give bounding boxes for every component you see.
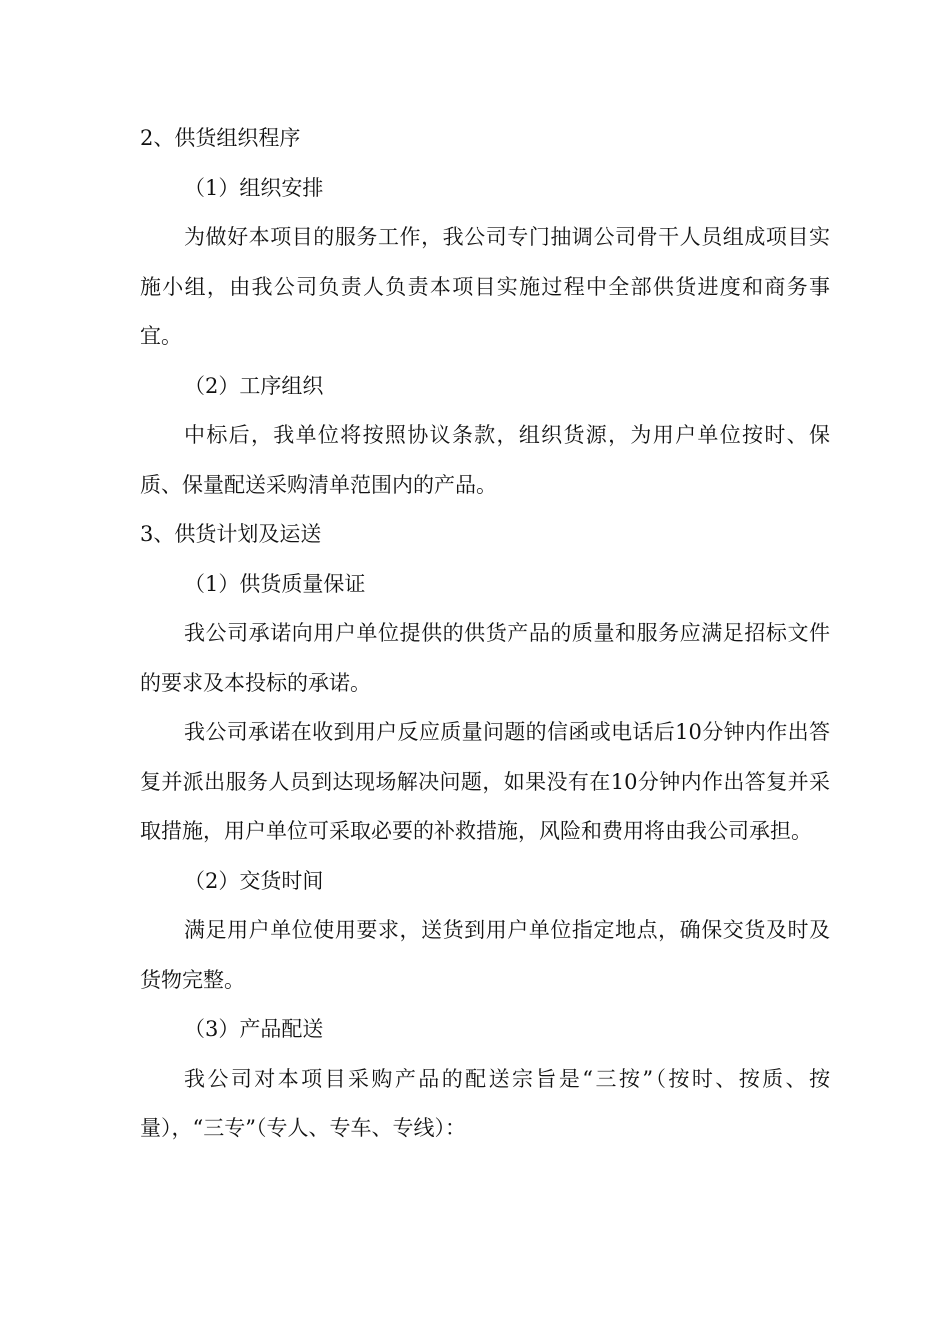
paragraph-distribution: 我公司对本项目采购产品的配送宗旨是“三按”（按时、按质、按量），“三专”（专人、专车、专线）： <box>140 1066 830 1140</box>
subsection-title-process: （2）工序组织 <box>184 373 324 398</box>
document-page <box>140 114 830 1154</box>
paragraph-quality-1: 我公司承诺向用户单位提供的供货产品的质量和服务应满足招标文件的要求及本投标的承诺。 <box>140 621 830 695</box>
subsection-title-quality: （1）供货质量保证 <box>184 571 366 596</box>
subsection-title-distribution: （3）产品配送 <box>184 1017 324 1041</box>
paragraph-delivery-time: 满足用户单位使用要求，送货到用户单位指定地点，确保交货及时及货物完整。 <box>140 918 830 992</box>
paragraph-organization: 为做好本项目的服务工作，我公司专门抽调公司骨干人员组成项目实施小组，由我公司负责人负责本项目实施过程中全部供货进度和商务事宜。 <box>140 225 830 348</box>
paragraph-process: 中标后，我单位将按照协议条款，组织货源，为用户单位按时、保质、保量配送采购清单范围内的产品。 <box>140 423 830 497</box>
subsection-title-organization: （1）组织安排 <box>184 175 324 200</box>
paragraph-quality-2: 我公司承诺在收到用户反应质量问题的信函或电话后10分钟内作出答复并派出服务人员到达现场解决问题，如果没有在10分钟内作出答复并采取措施，用户单位可采取必要的补救措施，风险和费用将由我公司承担。 <box>140 720 830 843</box>
subsection-title-delivery-time: （2）交货时间 <box>184 868 324 893</box>
section-heading-supply-plan: 3、供货计划及运送 <box>140 522 322 546</box>
section-heading-supply-procedure: 2、供货组织程序 <box>140 126 301 150</box>
